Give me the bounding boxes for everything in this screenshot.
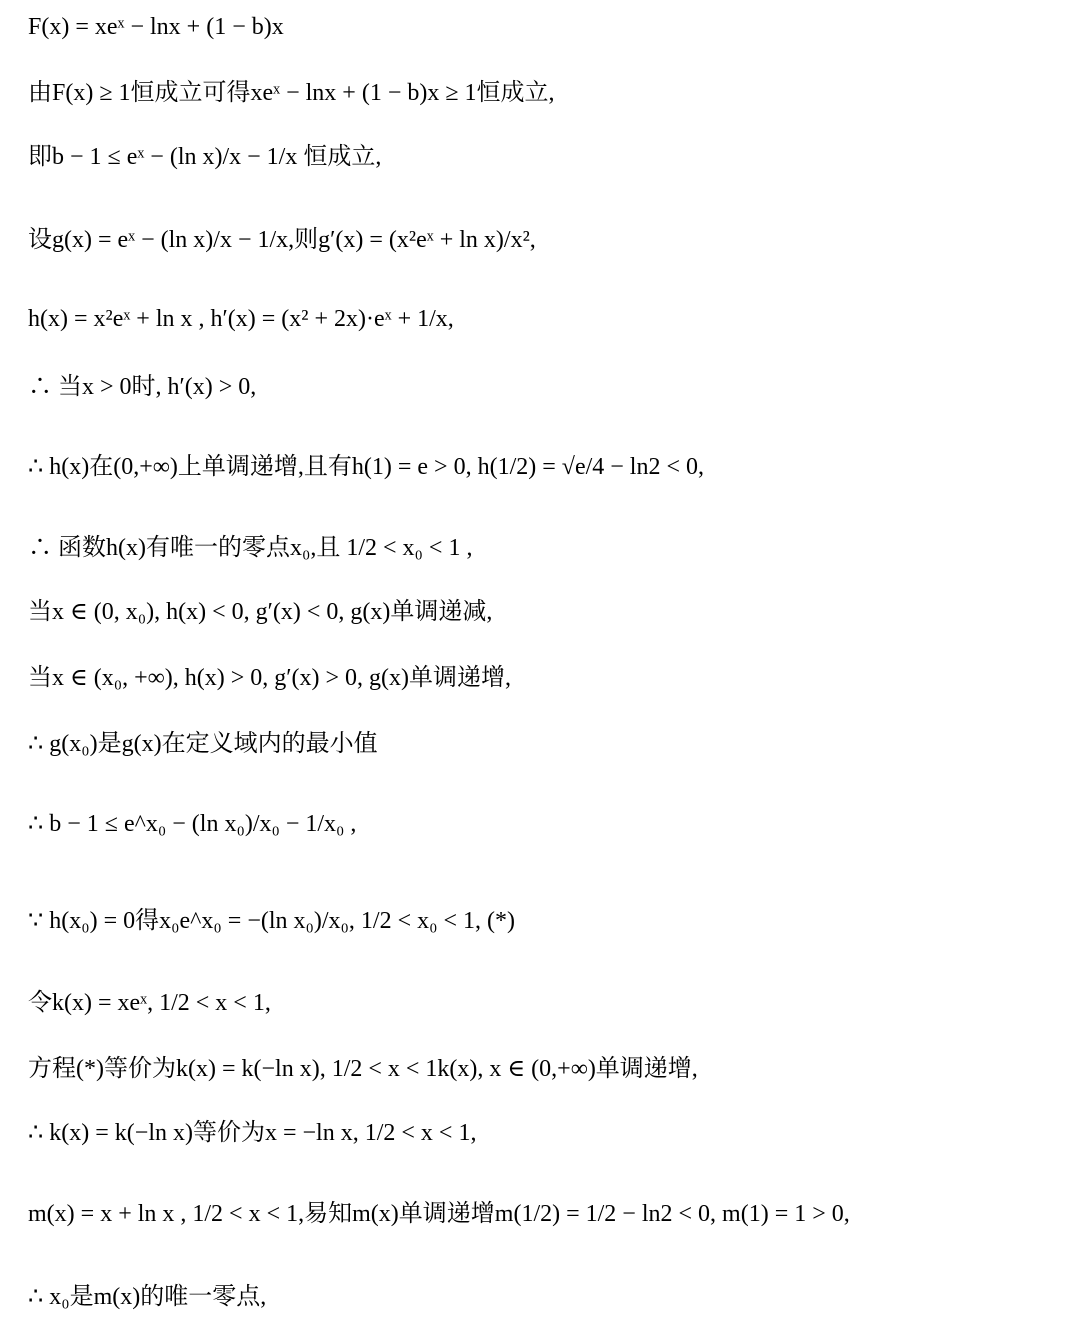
math-line-15: 方程(*)等价为k(x) = k(−ln x), 1/2 < x < 1k(x), x ∈ (0,+∞)单调递增,: [28, 1056, 698, 1082]
math-line-17: m(x) = x + ln x , 1/2 < x < 1,易知m(x)单调递增m(1/2) = 1/2 − ln2 < 0, m(1) = 1 > 0,: [28, 1201, 850, 1227]
math-line-3: 即b − 1 ≤ eˣ − (ln x)/x − 1/x 恒成立,: [28, 144, 382, 170]
math-line-13: ∵ h(x₀) = 0得x₀e^x₀ = −(ln x₀)/x₀, 1/2 < x₀ < 1, (*): [28, 908, 516, 934]
math-line-16: ∴ k(x) = k(−ln x)等价为x = −ln x, 1/2 < x < 1,: [28, 1120, 477, 1146]
math-line-4: 设g(x) = eˣ − (ln x)/x − 1/x,则g′(x) = (x²eˣ + ln x)/x²,: [28, 227, 536, 253]
math-line-11: ∴ g(x₀)是g(x)在定义域内的最小值: [28, 731, 378, 757]
math-line-1: F(x) = xeˣ − lnx + (1 − b)x: [28, 14, 284, 40]
math-line-18: ∴ x₀是m(x)的唯一零点,: [28, 1284, 267, 1310]
math-line-5: h(x) = x²eˣ + ln x , h′(x) = (x² + 2x)·eˣ + 1/x,: [28, 306, 454, 332]
math-line-14: 令k(x) = xeˣ, 1/2 < x < 1,: [28, 990, 271, 1016]
math-line-7: ∴ h(x)在(0,+∞)上单调递增,且有h(1) = e > 0, h(1/2) = √e/4 − ln2 < 0,: [28, 454, 705, 480]
math-line-12: ∴ b − 1 ≤ e^x₀ − (ln x₀)/x₀ − 1/x₀ ,: [28, 811, 357, 837]
math-line-2: 由F(x) ≥ 1恒成立可得xeˣ − lnx + (1 − b)x ≥ 1恒成立,: [28, 80, 555, 106]
math-line-9: 当x ∈ (0, x₀), h(x) < 0, g′(x) < 0, g(x)单调递减,: [28, 599, 493, 625]
math-line-8: ∴ 函数h(x)有唯一的零点x₀,且 1/2 < x₀ < 1 ,: [28, 535, 473, 561]
math-line-6: ∴ 当x > 0时, h′(x) > 0,: [28, 374, 257, 400]
math-line-10: 当x ∈ (x₀, +∞), h(x) > 0, g′(x) > 0, g(x)单调递增,: [28, 665, 512, 691]
